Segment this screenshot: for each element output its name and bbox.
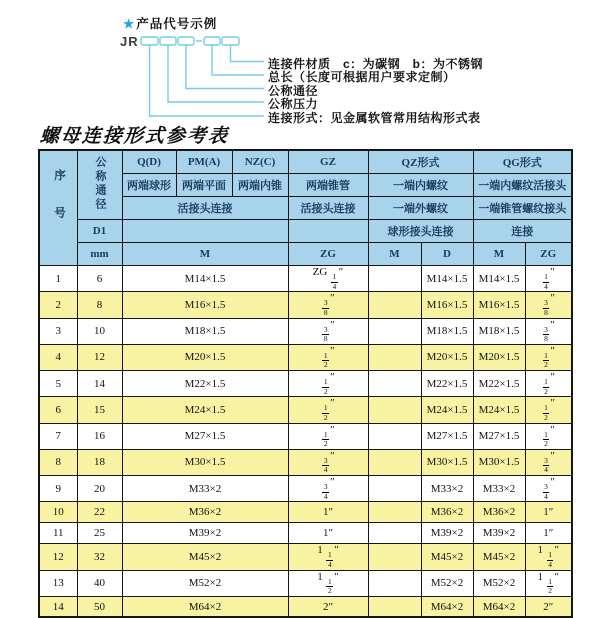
header-nz-desc: 两端内锥 [232,174,288,197]
code-label-length: 总长（长度可根据用户要求定制） [268,70,456,84]
cell-gz-zg: 1 $\frac{1}{2}$ ″ [288,570,368,596]
table-row [39,292,572,318]
cell-qz-d: M24×1.5 [421,397,473,423]
cell-qg-m: M52×2 [473,570,525,596]
cell-dn: 22 [77,502,122,523]
cell-qg-zg: $\frac{1}{2}$ ″ [525,344,572,370]
cell-m: M14×1.5 [122,266,288,292]
cell-qz-d: M14×1.5 [421,266,473,292]
cell-qz-m [368,344,421,370]
cell-m: M24×1.5 [122,397,288,423]
table-row [39,449,572,475]
cell-seq: 4 [39,344,77,370]
cell-seq: 14 [39,596,77,617]
cell-qz-d: M22×1.5 [421,371,473,397]
cell-qg-m: M27×1.5 [473,423,525,449]
cell-seq: 7 [39,423,77,449]
cell-gz-zg: $\frac{3}{8}$ ″ [288,292,368,318]
cell-qg-m: M18×1.5 [473,318,525,344]
table-header [39,150,572,266]
cell-m: M52×2 [122,570,288,596]
connector-line-form [150,45,265,116]
cell-m: M27×1.5 [122,423,288,449]
header-dn: 公称通径 [77,150,122,220]
table-row [39,371,572,397]
cell-dn: 15 [77,397,122,423]
cell-qg-m: M20×1.5 [473,344,525,370]
cell-dn: 6 [77,266,122,292]
cell-qg-m: M45×2 [473,544,525,570]
cell-dn: 25 [77,523,122,544]
table-title: 螺母连接形式参考表 [39,125,230,147]
cell-m: M64×2 [122,596,288,617]
cell-qz-m [368,476,421,502]
cell-dn: 20 [77,476,122,502]
cell-qz-m [368,423,421,449]
cell-qg-zg: $\frac{1}{2}$ ″ [525,371,572,397]
cell-seq: 3 [39,318,77,344]
table-row [39,523,572,544]
header-qz-desc1: 一端内螺纹 [368,174,473,197]
cell-qg-m: M22×1.5 [473,371,525,397]
cell-dn: 12 [77,344,122,370]
cell-qg-zg: 1 $\frac{1}{4}$ ″ [525,544,572,570]
cell-qz-m [368,502,421,523]
cell-qg-zg: $\frac{3}{8}$ ″ [525,292,572,318]
header-q: Q(D) [122,150,176,174]
table-row [39,266,572,292]
table-row [39,318,572,344]
cell-m: M36×2 [122,502,288,523]
cell-qg-zg: $\frac{3}{4}$ ″ [525,449,572,475]
cell-qz-d: M18×1.5 [421,318,473,344]
cell-seq: 10 [39,502,77,523]
cell-qz-m [368,318,421,344]
cell-qz-m [368,371,421,397]
cell-qz-d: M45×2 [421,544,473,570]
cell-qg-zg: 1 $\frac{1}{2}$ ″ [525,570,572,596]
cell-m: M30×1.5 [122,449,288,475]
product-code-heading [123,14,217,32]
table-row [39,476,572,502]
cell-gz-zg: $\frac{3}{4}$ ″ [288,449,368,475]
header-qg: QG形式 [473,150,572,174]
cell-seq: 12 [39,544,77,570]
cell-qg-m: M24×1.5 [473,397,525,423]
header-pm: PM(A) [176,150,232,174]
cell-qz-m [368,544,421,570]
connector-line-material [231,45,265,62]
cell-dn: 50 [77,596,122,617]
cell-qz-d: M33×2 [421,476,473,502]
cell-qg-m: M16×1.5 [473,292,525,318]
cell-dn: 18 [77,449,122,475]
header-qz-desc2: 一端外螺纹 [368,197,473,220]
code-label-pressure: 公称压力 [268,97,319,111]
cell-qz-d: M39×2 [421,523,473,544]
cell-m: M33×2 [122,476,288,502]
cell-qg-zg: $\frac{1}{2}$ ″ [525,423,572,449]
code-box-3 [178,37,194,45]
cell-m: M20×1.5 [122,344,288,370]
cell-seq: 8 [39,449,77,475]
cell-dn: 10 [77,318,122,344]
header-pm-desc: 两端平面 [176,174,232,197]
connector-line-dn [186,45,264,89]
header-qz-m: M [368,243,421,266]
cell-dn: 40 [77,570,122,596]
cell-gz-zg: $\frac{3}{4}$ ″ [288,476,368,502]
header-nz: NZ(C) [232,150,288,174]
cell-gz-zg: ZG $\frac{1}{4}$ ″ [288,266,368,292]
header-qz-d: D [421,243,473,266]
header-union-conn: 活接头连接 [122,197,288,220]
cell-qz-m [368,292,421,318]
cell-m: M45×2 [122,544,288,570]
header-mm: mm [77,243,122,266]
cell-m: M16×1.5 [122,292,288,318]
cell-gz-zg: 1″ [288,523,368,544]
connector-line-pressure [168,45,264,102]
cell-qg-m: M64×2 [473,596,525,617]
table-row [39,397,572,423]
cell-qg-zg: $\frac{1}{4}$ ″ [525,266,572,292]
cell-qz-d: M64×2 [421,596,473,617]
cell-qg-m: M30×1.5 [473,449,525,475]
cell-seq: 2 [39,292,77,318]
cell-gz-zg: $\frac{1}{2}$ ″ [288,423,368,449]
header-qg-zg: ZG [525,243,572,266]
cell-qz-d: M16×1.5 [421,292,473,318]
cell-gz-zg: 1 $\frac{1}{4}$ ″ [288,544,368,570]
header-blank-gz [288,220,368,243]
cell-m: M18×1.5 [122,318,288,344]
code-label-form: 连接形式：见金属软管常用结构形式表 [268,111,481,125]
cell-qz-m [368,570,421,596]
table-row [39,423,572,449]
header-gz-conn: 活接头连接 [288,197,368,220]
header-qg-conn: 连接 [473,220,572,243]
cell-dn: 32 [77,544,122,570]
cell-qg-zg: 2″ [525,596,572,617]
nut-connection-table [38,149,573,618]
code-box-2 [160,37,176,45]
cell-qz-d: M36×2 [421,502,473,523]
code-box-5 [222,37,239,45]
header-gz-desc: 两端锥管 [288,174,368,197]
table-body [39,266,572,618]
header-blank-mid [122,220,288,243]
cell-gz-zg: 2″ [288,596,368,617]
cell-qz-d: M27×1.5 [421,423,473,449]
cell-gz-zg: $\frac{3}{8}$ ″ [288,318,368,344]
header-qz-conn: 球形接头连接 [368,220,473,243]
cell-seq: 13 [39,570,77,596]
code-box-4 [204,37,220,45]
table-row [39,502,572,523]
cell-qg-zg: 1″ [525,502,572,523]
cell-qz-d: M30×1.5 [421,449,473,475]
product-code-prefix: JR [120,34,139,49]
cell-dn: 14 [77,371,122,397]
header-qg-desc2: 一端锥管螺纹接头 [473,197,572,220]
cell-gz-zg: $\frac{1}{2}$ ″ [288,344,368,370]
cell-dn: 8 [77,292,122,318]
header-seq: 序号 [39,150,77,266]
cell-seq: 9 [39,476,77,502]
cell-dn: 16 [77,423,122,449]
code-label-material: 连接件材质 c：为碳钢 b：为不锈钢 [268,56,484,71]
cell-seq: 6 [39,397,77,423]
cell-qz-d: M52×2 [421,570,473,596]
cell-seq: 1 [39,266,77,292]
cell-qg-zg: $\frac{1}{2}$ ″ [525,397,572,423]
cell-qg-m: M39×2 [473,523,525,544]
code-box-1 [141,37,158,45]
cell-seq: 11 [39,523,77,544]
table-row [39,570,572,596]
cell-gz-zg: 1″ [288,502,368,523]
cell-m: M39×2 [122,523,288,544]
cell-qz-m [368,523,421,544]
cell-qz-m [368,266,421,292]
cell-seq: 5 [39,371,77,397]
table-row [39,544,572,570]
table-row [39,596,572,617]
cell-m: M22×1.5 [122,371,288,397]
cell-qg-m: M36×2 [473,502,525,523]
cell-qz-m [368,449,421,475]
cell-qz-m [368,397,421,423]
header-d1: D1 [77,220,122,243]
cell-gz-zg: $\frac{1}{2}$ ″ [288,371,368,397]
star-icon: ★ [123,17,136,31]
header-gz-unit: ZG [288,243,368,266]
cell-qg-zg: 1″ [525,523,572,544]
header-qz: QZ形式 [368,150,473,174]
cell-qg-zg: $\frac{3}{4}$ ″ [525,476,572,502]
table-row [39,344,572,370]
product-code-heading-text: 产品代号示例 [136,17,218,31]
header-qg-m: M [473,243,525,266]
cell-gz-zg: $\frac{1}{2}$ ″ [288,397,368,423]
cell-qg-zg: $\frac{3}{8}$ ″ [525,318,572,344]
header-m-unit: M [122,243,288,266]
code-label-dn: 公称通径 [268,83,319,98]
cell-qz-d: M20×1.5 [421,344,473,370]
header-gz: GZ [288,150,368,174]
cell-qg-m: M14×1.5 [473,266,525,292]
header-q-desc: 两端球形 [122,174,176,197]
cell-qz-m [368,596,421,617]
cell-qg-m: M33×2 [473,476,525,502]
connector-line-length [212,45,264,75]
header-qg-desc1: 一端内螺纹活接头 [473,174,572,197]
